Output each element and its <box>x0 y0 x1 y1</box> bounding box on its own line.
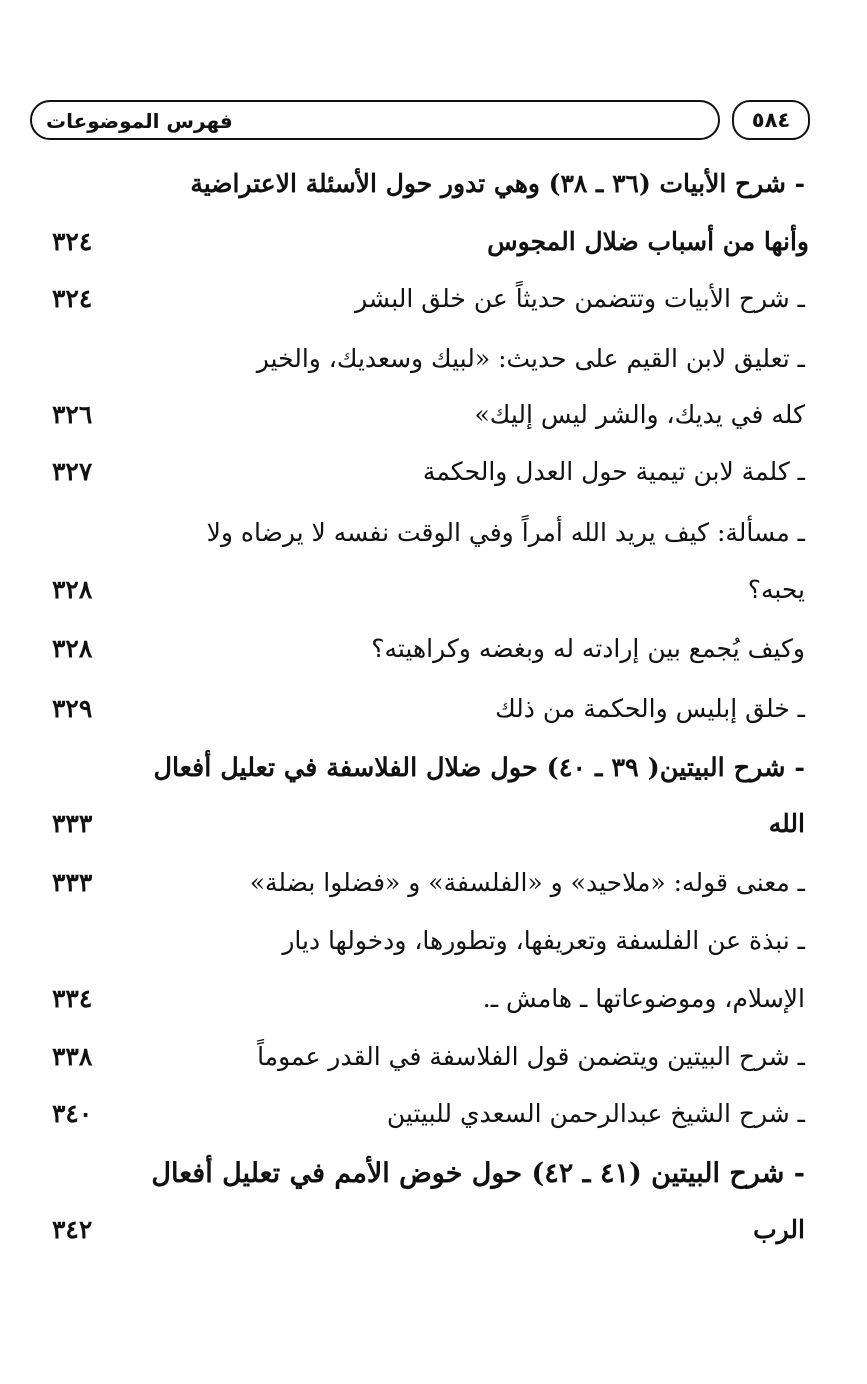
toc-entry-text: وأنها من أسباب ضلال المجوس <box>487 227 809 256</box>
toc-entry-text: يحبه؟ <box>747 575 805 604</box>
running-header <box>30 100 812 146</box>
toc-entry-text: ـ شرح الأبيات وتتضمن حديثاً عن خلق البشر <box>355 284 805 313</box>
toc-line <box>0 857 867 909</box>
toc-entry-text: ـ كلمة لابن تيمية حول العدل والحكمة <box>422 457 805 486</box>
toc-entry-text: ـ معنى قوله: «ملاحيد» و «الفلسفة» و «فضلوا بضلة» <box>249 868 805 897</box>
toc-entry-page: ٣٤٢ <box>52 1215 93 1244</box>
toc-entry-page: ٣٢٤ <box>52 227 93 256</box>
toc-entry-page: ٣٣٤ <box>52 984 93 1013</box>
toc-entry-page: ٣٢٧ <box>52 457 93 486</box>
toc-entry-text: الرب <box>753 1215 805 1244</box>
toc-line <box>0 1148 867 1200</box>
toc-entry-page: ٣٣٣ <box>52 809 93 838</box>
toc-entry-text: ـ نبذة عن الفلسفة وتعريفها، وتطورها، ودخولها ديار <box>282 926 805 955</box>
toc-line <box>0 1088 867 1140</box>
toc-line <box>0 915 867 967</box>
toc-line <box>0 798 867 850</box>
toc-entry-text: كله في يديك، والشر ليس إليك» <box>474 400 805 429</box>
toc-entry-page: ٣٢٨ <box>52 575 93 604</box>
toc-entry-text: ـ شرح الشيخ عبدالرحمن السعدي للبيتين <box>386 1099 805 1128</box>
toc-entry-text: - شرح البيتين( ٣٩ ـ ٤٠) حول ضلال الفلاسفة في تعليل أفعال <box>153 753 805 783</box>
header-title-frame <box>30 100 720 140</box>
toc-entry-text: الله <box>768 809 805 838</box>
toc-entry-page: ٣٤٠ <box>52 1099 93 1128</box>
toc-entry-text: ـ تعليق لابن القيم على حديث: «لبيك وسعديك، والخير <box>256 344 805 373</box>
toc-entry-text: ـ شرح البيتين ويتضمن قول الفلاسفة في القدر عموماً <box>257 1042 805 1071</box>
toc-entry-text: وكيف يُجمع بين إرادته له وبغضه وكراهيته؟ <box>371 634 805 663</box>
toc-line <box>0 1031 867 1083</box>
toc-line <box>0 1204 867 1256</box>
toc-entry-text: الإسلام، وموضوعاتها ـ هامش ـ. <box>482 984 805 1013</box>
toc-entry-text: - شرح البيتين (٤١ ـ ٤٢) حول خوض الأمم في تعليل أفعال <box>151 1158 805 1189</box>
toc-line <box>0 683 867 735</box>
toc-entry-text: ـ خلق إبليس والحكمة من ذلك <box>495 694 805 723</box>
toc-line <box>0 973 867 1025</box>
page-number: ٥٨٤ <box>732 100 810 140</box>
toc-entry-page: ٣٣٨ <box>52 1042 93 1071</box>
toc-entry-page: ٣٢٨ <box>52 634 93 663</box>
toc-entry-text: - شرح الأبيات (٣٦ ـ ٣٨) وهي تدور حول الأسئلة الاعتراضية <box>190 169 805 198</box>
toc-entry-page: ٣٢٩ <box>52 694 93 723</box>
toc-line <box>0 216 867 268</box>
toc-line <box>0 564 867 616</box>
toc-entry-text: ـ مسألة: كيف يريد الله أمراً وفي الوقت نفسه لا يرضاه ولا <box>206 518 805 547</box>
toc-line <box>0 333 867 385</box>
toc-line <box>0 507 867 559</box>
toc-entry-page: ٣٢٤ <box>52 284 93 313</box>
toc-line <box>0 389 867 441</box>
toc-line <box>0 623 867 675</box>
toc-line <box>0 446 867 498</box>
toc-line <box>0 742 867 794</box>
toc-line <box>0 158 867 210</box>
header-title: فهرس الموضوعات <box>46 109 233 133</box>
toc-entry-page: ٣٢٦ <box>52 400 93 429</box>
toc-line <box>0 273 867 325</box>
toc-entry-page: ٣٣٣ <box>52 868 93 897</box>
